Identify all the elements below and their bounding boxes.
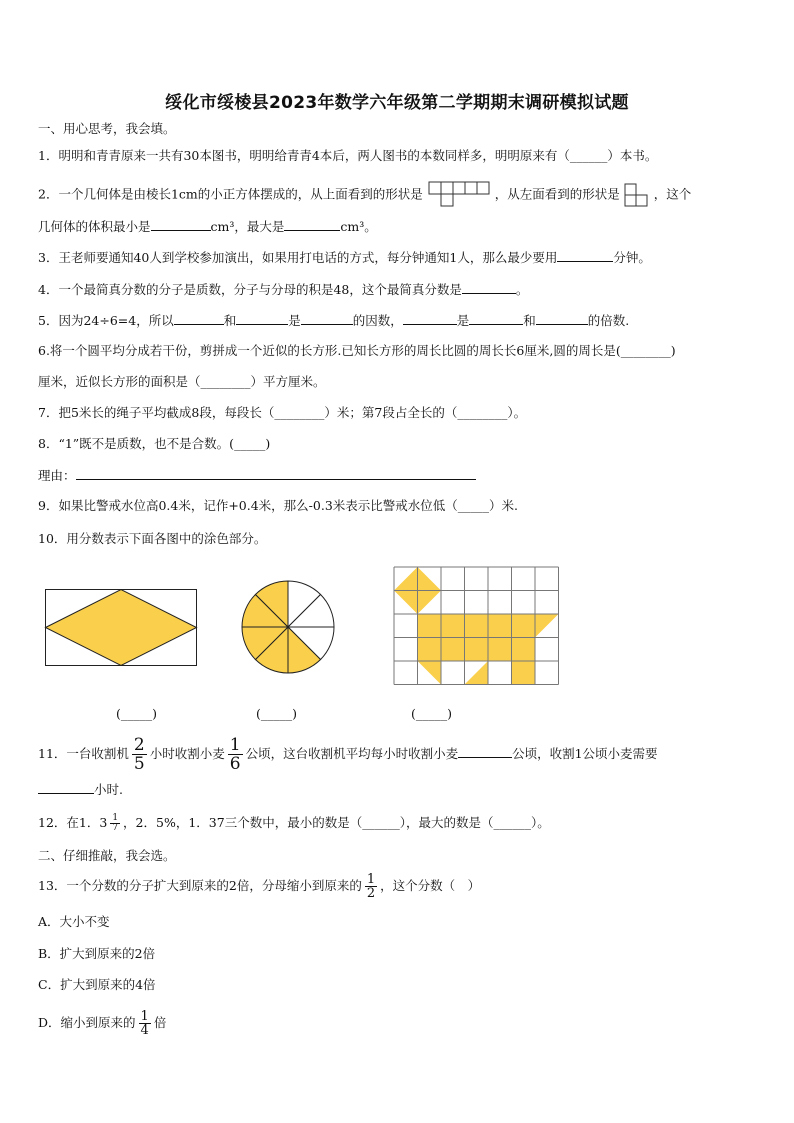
answer-blank[interactable]	[151, 217, 211, 231]
answer-blank[interactable]	[403, 311, 457, 325]
question-11-line1: 11．一台收割机 $\frac{2}{5}$ 小时收割小麦 $\frac{1}{6}$ 公顷，这台收割机平均每小时收割小麦 公顷，收割1公顷小麦需要	[38, 735, 658, 774]
figure-2-answer[interactable]: (_____)	[256, 706, 298, 721]
answer-blank[interactable]	[536, 311, 588, 325]
question-8-reason: 理由：	[38, 466, 476, 485]
answer-blank[interactable]	[174, 311, 224, 325]
question-1: 1．明明和青青原来一共有30本图书，明明给青青4本后，两人图书的本数同样多，明明原来有（______）本书。	[38, 148, 658, 163]
answer-blank[interactable]	[236, 311, 288, 325]
shaded-region	[465, 661, 489, 685]
answer-blank[interactable]	[462, 280, 516, 294]
section-1-heading: 一、用心思考，我会填。	[38, 121, 176, 136]
option-a[interactable]: A．大小不变	[38, 914, 110, 929]
answer-blank[interactable]	[301, 311, 353, 325]
question-8: 8．“1”既不是质数，也不是合数。(_____)	[38, 436, 271, 451]
fraction: $\frac{1}{7}$	[112, 813, 119, 833]
question-13: 13．一个分数的分子扩大到原来的2倍，分母缩小到原来的 $\frac{1}{2}$ ，这个分数（ ）	[38, 872, 481, 901]
top-view-icon	[427, 180, 491, 210]
circle-sector-figure	[240, 579, 336, 675]
question-12: 12．在1．3 $\frac{1}{7}$ ，2．5%，1．37三个数中，最小的数是（______），最大的数是（______）。	[38, 813, 550, 833]
grid-shape-figure	[393, 566, 559, 688]
fraction: $\frac{1}{2}$	[366, 872, 376, 901]
fraction: $\frac{2}{5}$	[133, 735, 145, 774]
answer-blank[interactable]	[458, 744, 512, 758]
option-c[interactable]: C．扩大到原来的4倍	[38, 977, 156, 992]
question-6-line1: 6.将一个圆平均分成若干份，剪拼成一个近似的长方形.已知长方形的周长比圆的周长长6厘米,圆的周长是(________)	[38, 343, 676, 358]
figure-3-answer[interactable]: (_____)	[411, 706, 453, 721]
section-2-heading: 二、仔细推敲，我会选。	[38, 848, 176, 863]
option-b[interactable]: B．扩大到原来的2倍	[38, 946, 156, 961]
figure-1-answer[interactable]: (_____)	[116, 706, 158, 721]
fraction: $\frac{1}{4}$	[140, 1009, 149, 1038]
option-d[interactable]: D．缩小到原来的 $\frac{1}{4}$ 倍	[38, 1009, 167, 1038]
question-2-line1: 2．一个几何体是由棱长1cm的小正方体摆成的，从上面看到的形状是 ，从左面看到的形状是 ，这个	[38, 180, 691, 210]
question-10: 10．用分数表示下面各图中的涂色部分。	[38, 531, 267, 546]
question-5: 5．因为24÷6=4，所以 和 是 的因数， 是 和 的倍数.	[38, 313, 630, 328]
question-6-line2: 厘米，近似长方形的面积是（________）平方厘米。	[38, 374, 326, 389]
page-title: 绥化市绥棱县2023年数学六年级第二学期期末调研模拟试题	[165, 93, 629, 113]
question-3: 3．王老师要通知40人到学校参加演出，如果用打电话的方式，每分钟通知1人，那么最少要用 分钟。	[38, 250, 651, 265]
answer-blank[interactable]	[557, 248, 613, 262]
rectangle-rhombus-figure	[45, 589, 197, 666]
question-2-line2: 几何体的体积最小是 cm³，最大是 cm³。	[38, 219, 377, 234]
left-view-icon	[624, 183, 650, 207]
question-9: 9．如果比警戒水位高0.4米，记作+0.4米，那么-0.3米表示比警戒水位低（_____）米.	[38, 498, 519, 513]
question-11-line2: 小时.	[38, 780, 123, 799]
answer-blank[interactable]	[284, 217, 340, 231]
question-7: 7．把5米长的绳子平均截成8段，每段长（________）米；第7段占全长的（________）。	[38, 405, 527, 420]
fraction: $\frac{1}{6}$	[229, 735, 241, 774]
answer-blank[interactable]	[469, 311, 523, 325]
reason-blank[interactable]	[76, 466, 476, 480]
answer-blank[interactable]	[38, 780, 94, 794]
shaded-region	[418, 661, 442, 685]
shaded-region	[512, 661, 536, 685]
question-4: 4．一个最简真分数的分子是质数，分子与分母的积是48，这个最简真分数是 。	[38, 282, 529, 297]
